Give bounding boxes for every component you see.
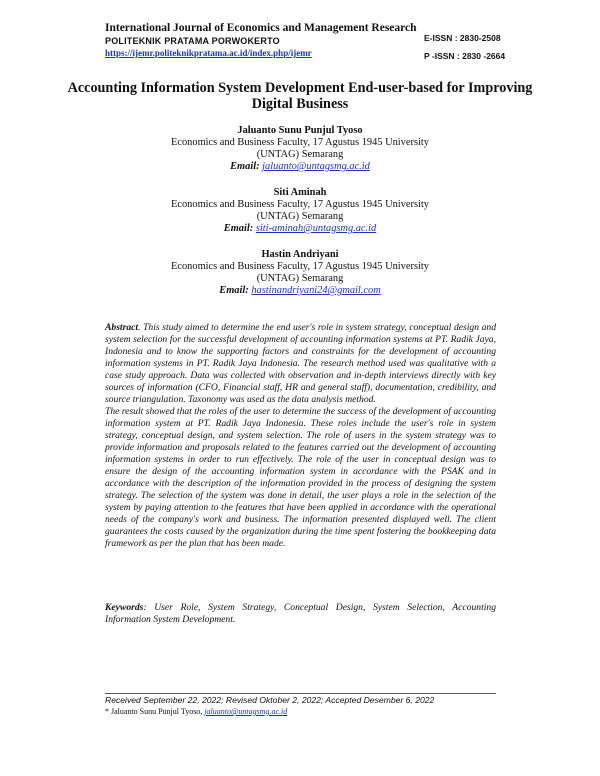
received-dates: Received September 22, 2022; Revised Oktober 2, 2022; Accepted Desember 6, 2022 xyxy=(105,695,435,705)
pissn: P -ISSN : 2830 -2664 xyxy=(424,51,506,61)
author-name: Hastin Andriyani xyxy=(261,249,339,260)
author-affiliation-line-1: Economics and Business Faculty, 17 Agustus 1945 University xyxy=(171,199,429,210)
keywords xyxy=(105,602,496,626)
author-block-2 xyxy=(60,187,540,235)
email-label: Email: xyxy=(230,161,260,172)
author-affiliation-line-2: (UNTAG) Semarang xyxy=(256,273,344,284)
keywords-label: Keywords xyxy=(105,602,144,613)
author-email-link[interactable]: jaluanto@untagsmg.ac.id xyxy=(262,161,370,172)
email-label: Email: xyxy=(219,285,249,296)
corresponding-author xyxy=(105,707,287,717)
abstract-label: Abstract xyxy=(105,322,139,333)
journal-name: International Journal of Economics and Management Research xyxy=(105,22,417,34)
author-name: Jaluanto Sunu Punjul Tyoso xyxy=(237,125,363,136)
keywords-text: : User Role, System Strategy, Conceptual Design, System Selection, Accounting Information System Development. xyxy=(105,602,496,625)
author-block-3 xyxy=(60,249,540,297)
author-block-1 xyxy=(60,125,540,173)
abstract-paragraph-2: The result showed that the roles of the user to determine the success of the development of accounting information system at PT. Radik Jaya Indonesia. These roles include the user's role in system strategy, conceptual design, and system selection. The role of users in the system strategy was to provide information and proposals related to the features carried out the development of accounting information systems in order to run effectively. The role of the user in conceptual design was to ensure the design of the accounting information system in accordance with the PSAK and in accordance with the description of the information provided in the process of designing the system strategy. The selection of the system was done in detail, the user plays a role in the selection of the system by paying attention to the features that have been applied in accordance with the operational needs of the company's work and business. The information presented displayed well. The client guarantees the costs caused by the organization during the time spent fostering the bookkeeping data framework as per the plan that has been made. xyxy=(105,406,496,549)
corresponding-email-link[interactable]: jaluanto@untagsmg.ac.id xyxy=(204,707,288,716)
abstract-paragraph-1 xyxy=(105,322,496,406)
footer-divider xyxy=(105,693,496,694)
author-affiliation-line-1: Economics and Business Faculty, 17 Agustus 1945 University xyxy=(171,261,429,272)
author-affiliation-line-2: (UNTAG) Semarang xyxy=(256,211,344,222)
paper-title: Accounting Information System Development End-user-based for Improving Digital Business xyxy=(67,80,533,112)
email-label: Email: xyxy=(223,223,254,234)
corresponding-author-name: * Jaluanto Sunu Punjul Tyoso, xyxy=(105,707,205,716)
author-affiliation-line-2: (UNTAG) Semarang xyxy=(256,149,344,160)
author-affiliation-line-1: Economics and Business Faculty, 17 Agustus 1945 University xyxy=(171,137,429,148)
issn-block xyxy=(424,29,505,65)
journal-url-link[interactable]: https://ijemr.politeknikpratama.ac.id/index.php/ijemr xyxy=(105,48,312,58)
journal-header xyxy=(105,22,417,60)
eissn: E-ISSN : 2830-2508 xyxy=(424,33,501,43)
abstract xyxy=(105,322,496,550)
institution-name: POLITEKNIK PRATAMA PORWOKERTO xyxy=(105,36,280,46)
author-name: Siti Aminah xyxy=(273,187,327,198)
abstract-text-1: . This study aimed to determine the end user's role in system strategy, conceptual design and system selection for the successful development of accounting information systems at PT. Radik Jaya, Indonesia and to know the supporting factors and constraints for the development of accounting information systems in PT. Radik Jaya Indonesia. The research method used was qualitative with a case study approach. Data was collected with observation and in-depth interviews directly with key sources of information (CFO, Financial staff, HR and general staff), documentation, credibility, and source triangulation. Taxonomy was used as the data analysis method. xyxy=(105,322,496,405)
author-email-link[interactable]: hastinandriyani24@gmail.com xyxy=(251,285,381,296)
author-email-link[interactable]: siti-aminah@untagsmg.ac.id xyxy=(255,223,377,234)
